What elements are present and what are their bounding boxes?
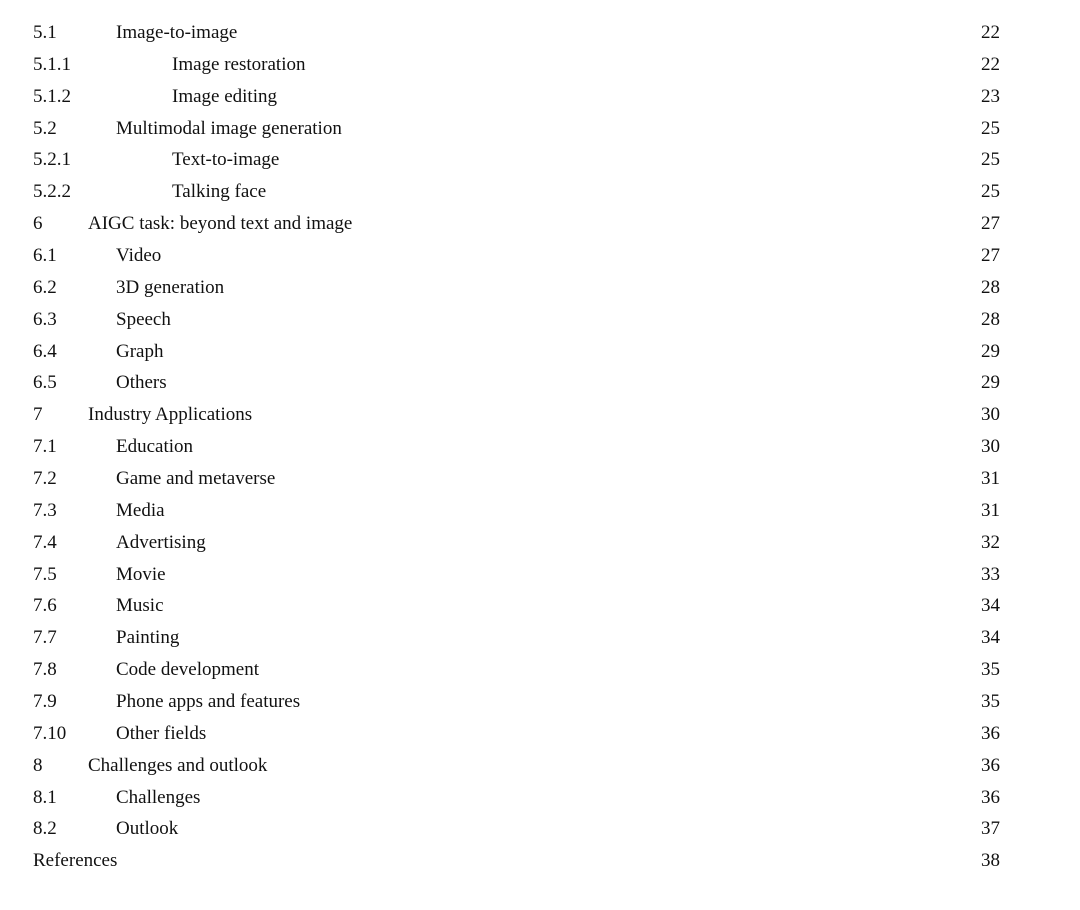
toc-entry-title[interactable]: Painting — [116, 627, 180, 649]
toc-entry-title[interactable]: Image restoration — [172, 53, 306, 75]
toc-entry-number: 6.2 — [33, 276, 57, 298]
toc-entry-number: 8 — [33, 754, 43, 776]
toc-entry[interactable] — [0, 399, 1080, 431]
toc-entry-title[interactable]: Movie — [116, 563, 166, 585]
toc-entry[interactable] — [0, 304, 1080, 336]
toc-entry-number: 6.5 — [33, 372, 57, 394]
toc-entry[interactable] — [0, 17, 1080, 49]
toc-entry-title[interactable]: Media — [116, 499, 165, 521]
toc-entry-title[interactable]: 3D generation — [116, 276, 225, 298]
toc-entry-page[interactable]: 38 — [981, 850, 1000, 872]
toc-entry-page[interactable]: 31 — [981, 499, 1000, 521]
toc-entry-number: 7.10 — [33, 722, 67, 744]
toc-entry-title[interactable]: Challenges — [116, 786, 201, 808]
toc-entry-number: 6.1 — [33, 245, 57, 267]
toc-entry-title[interactable]: Game and metaverse — [116, 468, 276, 490]
toc-entry-page[interactable]: 30 — [981, 436, 1000, 458]
toc-entry-number: 7.5 — [33, 563, 57, 585]
toc-entry-number: 7.3 — [33, 499, 57, 521]
toc-entry-title[interactable]: Others — [116, 372, 167, 394]
toc-entry-page[interactable]: 23 — [981, 85, 1000, 107]
toc-entry-title[interactable]: Advertising — [116, 531, 206, 553]
toc-entry-page[interactable]: 25 — [981, 181, 1000, 203]
toc-entry-page[interactable]: 37 — [981, 818, 1000, 840]
toc-entry-page[interactable]: 34 — [981, 627, 1000, 649]
toc-entry-page[interactable]: 28 — [981, 276, 1000, 298]
toc-entry[interactable] — [0, 144, 1080, 176]
toc-entry-title[interactable]: References — [33, 850, 118, 872]
toc-entry-page[interactable]: 34 — [981, 595, 1000, 617]
toc-entry[interactable] — [0, 49, 1080, 81]
toc-entry-number: 7.2 — [33, 468, 57, 490]
toc-entry-number: 5.2.2 — [33, 181, 71, 203]
toc-entry[interactable] — [0, 367, 1080, 399]
toc-entry-number: 5.1.1 — [33, 53, 71, 75]
toc-entry-page[interactable]: 30 — [981, 404, 1000, 426]
toc-entry-page[interactable]: 29 — [981, 372, 1000, 394]
toc-entry-page[interactable]: 31 — [981, 468, 1000, 490]
toc-entry-title[interactable]: Speech — [116, 308, 171, 330]
toc-entry-number: 6.4 — [33, 340, 57, 362]
toc-entry[interactable] — [0, 590, 1080, 622]
toc-entry-title[interactable]: Graph — [116, 340, 164, 362]
toc-entry[interactable] — [0, 495, 1080, 527]
toc-entry[interactable] — [0, 527, 1080, 559]
toc-entry[interactable] — [0, 272, 1080, 304]
toc-entry-number: 7.4 — [33, 531, 57, 553]
toc-entry-number: 7.1 — [33, 436, 57, 458]
toc-entry-page[interactable]: 35 — [981, 659, 1000, 681]
toc-entry-number: 8.2 — [33, 818, 57, 840]
toc-entry-number: 5.2.1 — [33, 149, 71, 171]
toc-entry-number: 7.7 — [33, 627, 57, 649]
toc-entry-title[interactable]: Other fields — [116, 722, 207, 744]
toc-entry[interactable] — [0, 113, 1080, 145]
toc-entry-title[interactable]: Phone apps and features — [116, 691, 301, 713]
toc-entry-title[interactable]: Challenges and outlook — [88, 754, 268, 776]
toc-entry[interactable] — [0, 431, 1080, 463]
toc-entry-page[interactable]: 36 — [981, 722, 1000, 744]
toc-entry-number: 5.1.2 — [33, 85, 71, 107]
toc-entry[interactable] — [0, 782, 1080, 814]
toc-entry[interactable] — [0, 718, 1080, 750]
toc-entry-page[interactable]: 27 — [981, 245, 1000, 267]
toc-entry-title[interactable]: Outlook — [116, 818, 179, 840]
toc-entry-title[interactable]: Video — [116, 245, 162, 267]
toc-entry-number: 5.1 — [33, 22, 57, 43]
toc-entry[interactable] — [0, 559, 1080, 591]
toc-entry-number: 8.1 — [33, 786, 57, 808]
toc-entry-title[interactable]: Code development — [116, 659, 259, 681]
toc-entry[interactable] — [0, 686, 1080, 718]
toc-entry-title[interactable]: AIGC task: beyond text and image — [88, 213, 353, 235]
toc-entry-number: 7.8 — [33, 659, 57, 681]
toc-entry[interactable] — [0, 463, 1080, 495]
toc-entry[interactable] — [0, 622, 1080, 654]
toc-entry[interactable] — [0, 845, 1080, 877]
toc-entry-title[interactable]: Image editing — [172, 85, 277, 107]
toc-entry-number: 7.9 — [33, 691, 57, 713]
toc-entry-title[interactable]: Text-to-image — [172, 149, 280, 171]
toc-entry-page[interactable]: 32 — [981, 531, 1000, 553]
toc-entry[interactable] — [0, 336, 1080, 368]
toc-entry[interactable] — [0, 208, 1080, 240]
toc-entry-page[interactable]: 33 — [981, 563, 1000, 585]
toc-entry-page[interactable]: 22 — [981, 22, 1000, 43]
toc-entry-page[interactable]: 35 — [981, 691, 1000, 713]
toc-entry[interactable] — [0, 750, 1080, 782]
toc-entry-title[interactable]: Music — [116, 595, 164, 617]
toc-entry-number: 7.6 — [33, 595, 57, 617]
toc-entry[interactable] — [0, 240, 1080, 272]
toc-entry-title[interactable]: Education — [116, 436, 194, 458]
toc-entry-page[interactable]: 25 — [981, 117, 1000, 139]
toc-entry[interactable] — [0, 654, 1080, 686]
table-of-contents — [0, 17, 1080, 877]
toc-entry-title[interactable]: Industry Applications — [88, 404, 253, 426]
toc-entry[interactable] — [0, 813, 1080, 845]
toc-entry[interactable] — [0, 176, 1080, 208]
toc-entry-title[interactable]: Talking face — [172, 181, 267, 203]
toc-entry-number: 6.3 — [33, 308, 57, 330]
toc-entry-title[interactable]: Multimodal image generation — [116, 117, 342, 139]
toc-entry-number: 6 — [33, 213, 43, 235]
toc-entry-number: 5.2 — [33, 117, 57, 139]
toc-entry-page[interactable]: 36 — [981, 786, 1000, 808]
toc-entry-page[interactable]: 36 — [981, 754, 1000, 776]
toc-entry-page[interactable]: 25 — [981, 149, 1000, 171]
toc-entry-page[interactable]: 22 — [981, 53, 1000, 75]
toc-entry-title[interactable]: Image-to-image — [116, 22, 238, 43]
toc-entry-page[interactable]: 27 — [981, 213, 1000, 235]
toc-entry[interactable] — [0, 81, 1080, 113]
toc-entry-number: 7 — [33, 404, 43, 426]
toc-entry-page[interactable]: 28 — [981, 308, 1000, 330]
toc-entry-page[interactable]: 29 — [981, 340, 1000, 362]
